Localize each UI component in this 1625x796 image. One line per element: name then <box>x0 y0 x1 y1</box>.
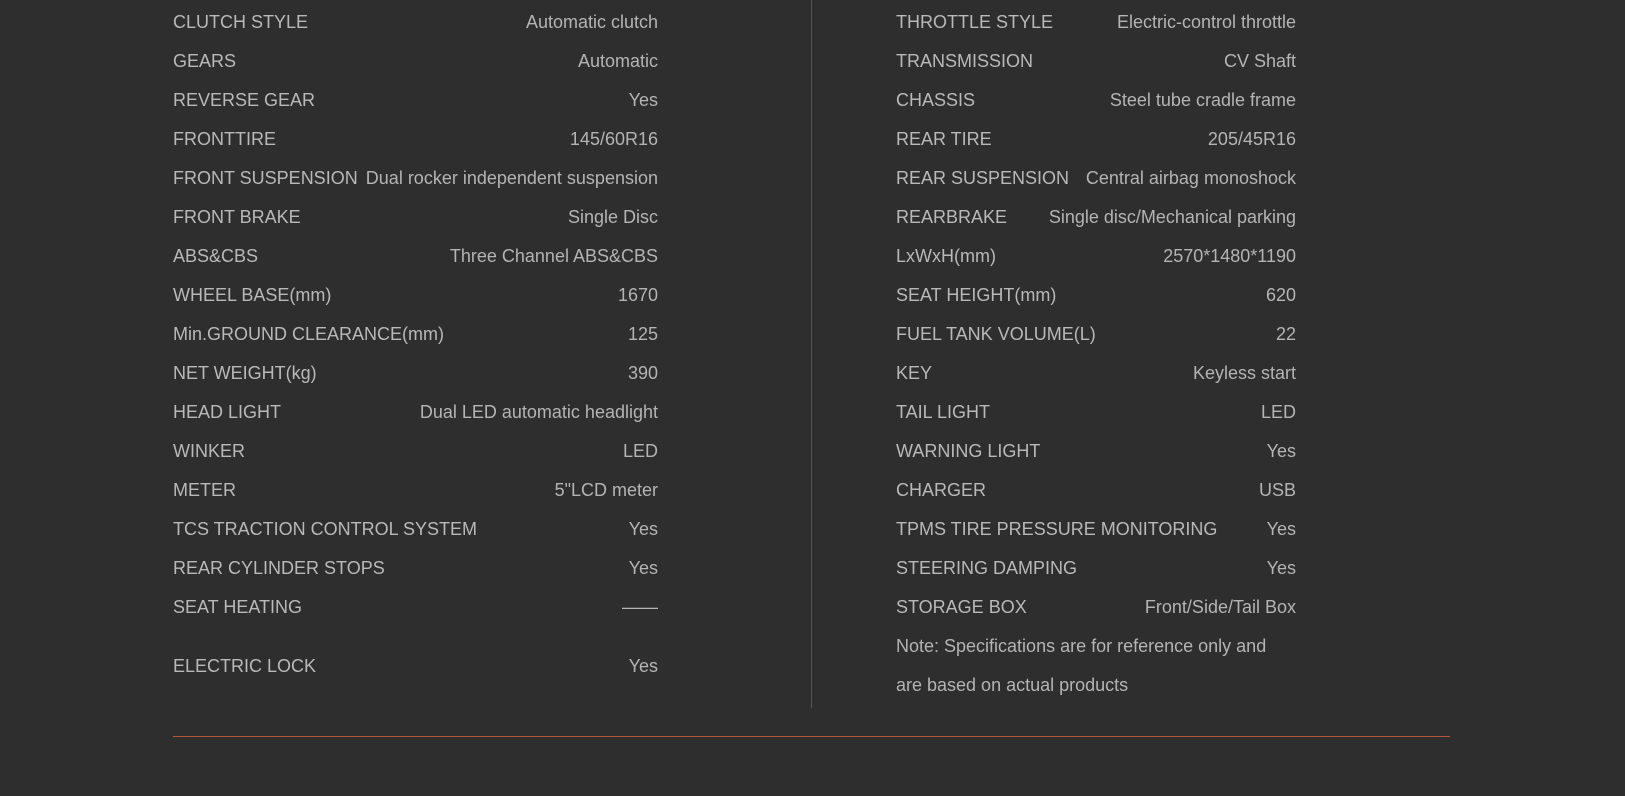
spec-value: Yes <box>628 558 658 578</box>
spec-row <box>896 471 1296 510</box>
spec-value: 22 <box>1275 324 1296 344</box>
spec-label: STEERING DAMPING <box>896 558 1078 578</box>
spec-row <box>896 42 1296 81</box>
spec-row <box>173 354 658 393</box>
spec-value: Yes <box>628 519 658 539</box>
spec-row <box>173 647 658 686</box>
spec-label: FRONT SUSPENSION <box>173 168 358 188</box>
spec-label: CHASSIS <box>896 90 976 110</box>
spec-label: SEAT HEIGHT(mm) <box>896 285 1057 305</box>
spec-value: 620 <box>1265 285 1296 305</box>
spec-row <box>896 354 1296 393</box>
spec-row <box>896 393 1296 432</box>
spec-value: Single Disc <box>567 207 658 227</box>
spec-row <box>173 81 658 120</box>
spec-column-left <box>173 3 658 686</box>
spec-value: CV Shaft <box>1223 51 1296 71</box>
spec-row <box>173 549 658 588</box>
spec-value: 145/60R16 <box>569 129 658 149</box>
spec-label: REAR CYLINDER STOPS <box>173 558 385 578</box>
spec-value: Single disc/Mechanical parking <box>1048 207 1296 227</box>
spec-row <box>173 510 658 549</box>
spec-label: ABS&CBS <box>173 246 259 266</box>
spec-row <box>896 432 1296 471</box>
spec-row <box>173 393 658 432</box>
spec-label: METER <box>173 480 236 500</box>
spec-value: 390 <box>627 363 658 383</box>
spec-label: STORAGE BOX <box>896 597 1027 617</box>
spec-value: LED <box>622 441 658 461</box>
spec-label: REVERSE GEAR <box>173 90 316 110</box>
spec-label: GEARS <box>173 51 237 71</box>
spec-label: Min.GROUND CLEARANCE(mm) <box>173 324 445 344</box>
spec-row <box>896 276 1296 315</box>
spec-value: —— <box>622 597 658 617</box>
spec-value: Dual LED automatic headlight <box>419 402 658 422</box>
spec-value: Yes <box>1266 441 1296 461</box>
spec-row <box>173 471 658 510</box>
spec-label: REARBRAKE <box>896 207 1008 227</box>
spec-label: WARNING LIGHT <box>896 441 1041 461</box>
spec-value: Central airbag monoshock <box>1085 168 1296 188</box>
spec-label: CHARGER <box>896 480 987 500</box>
spec-note: Note: Specifications are for reference only and are based on actual products <box>896 636 1267 695</box>
spec-table <box>173 0 1450 708</box>
spec-value: Three Channel ABS&CBS <box>449 246 658 266</box>
spec-row <box>173 432 658 471</box>
spec-value: Keyless start <box>1192 363 1296 383</box>
spec-label: HEAD LIGHT <box>173 402 282 422</box>
spec-row <box>173 315 658 354</box>
spec-value: Automatic clutch <box>525 12 658 32</box>
spec-label: WHEEL BASE(mm) <box>173 285 332 305</box>
spec-label: KEY <box>896 363 933 383</box>
spec-row <box>896 510 1296 549</box>
spec-label: ELECTRIC LOCK <box>173 656 317 676</box>
spec-value: Electric-control throttle <box>1116 12 1296 32</box>
spec-value: Yes <box>628 656 658 676</box>
spec-label: REAR TIRE <box>896 129 992 149</box>
spec-value: Automatic <box>577 51 658 71</box>
spec-row <box>173 42 658 81</box>
spec-label: LxWxH(mm) <box>896 246 996 266</box>
spec-label: TCS TRACTION CONTROL SYSTEM <box>173 519 478 539</box>
spec-value: Yes <box>1266 519 1296 539</box>
spec-row <box>173 159 658 198</box>
spec-value: 2570*1480*1190 <box>1163 246 1296 266</box>
column-divider <box>811 0 812 708</box>
spec-row <box>173 276 658 315</box>
spec-value: Yes <box>628 90 658 110</box>
spec-label: REAR SUSPENSION <box>896 168 1070 188</box>
spec-row <box>896 549 1296 588</box>
spec-value: Yes <box>1266 558 1296 578</box>
spec-label: FUEL TANK VOLUME(L) <box>896 324 1096 344</box>
spec-value: Dual rocker independent suspension <box>365 168 658 188</box>
spec-value: Steel tube cradle frame <box>1109 90 1296 110</box>
spec-value: Front/Side/Tail Box <box>1144 597 1296 617</box>
spec-row <box>173 588 658 627</box>
spec-row <box>896 159 1296 198</box>
spec-label: TAIL LIGHT <box>896 402 991 422</box>
spec-row <box>173 237 658 276</box>
spec-label: TRANSMISSION <box>896 51 1034 71</box>
spec-row <box>173 3 658 42</box>
spec-label: WINKER <box>173 441 245 461</box>
spec-row <box>896 198 1296 237</box>
spec-value: 5"LCD meter <box>554 480 658 500</box>
spec-value: 1670 <box>617 285 658 305</box>
spec-label: NET WEIGHT(kg) <box>173 363 317 383</box>
spec-value: 205/45R16 <box>1207 129 1296 149</box>
spec-row <box>896 3 1296 42</box>
spec-row <box>896 237 1296 276</box>
spec-label: FRONT BRAKE <box>173 207 301 227</box>
spec-value: USB <box>1258 480 1296 500</box>
spec-label: CLUTCH STYLE <box>173 12 309 32</box>
spec-label: TPMS TIRE PRESSURE MONITORING <box>896 519 1218 539</box>
spec-value: LED <box>1260 402 1296 422</box>
spec-row <box>896 588 1296 627</box>
spec-value: 125 <box>627 324 658 344</box>
spec-label: THROTTLE STYLE <box>896 12 1054 32</box>
spec-row <box>896 81 1296 120</box>
spec-row <box>173 120 658 159</box>
spec-column-right <box>896 3 1470 705</box>
section-divider <box>173 736 1450 737</box>
spec-label: FRONTTIRE <box>173 129 276 149</box>
spec-row <box>896 315 1296 354</box>
spec-label: SEAT HEATING <box>173 597 303 617</box>
spec-row <box>173 198 658 237</box>
spec-row <box>896 120 1296 159</box>
